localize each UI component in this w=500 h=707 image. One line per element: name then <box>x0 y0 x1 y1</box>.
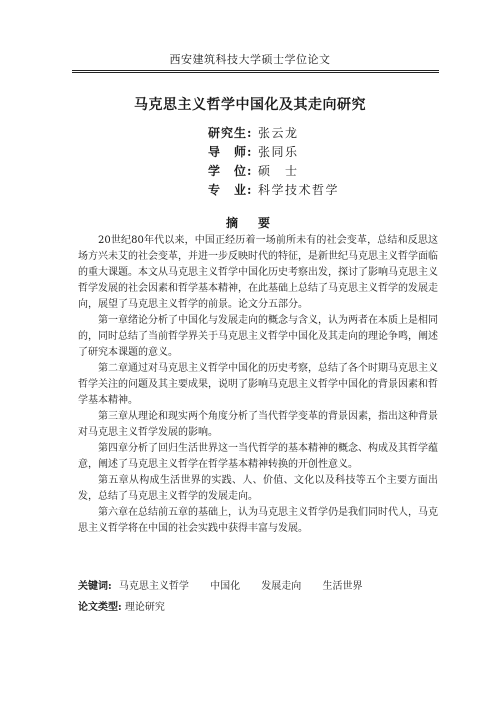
abstract-paragraph: 第三章从理论和现实两个角度分析了当代哲学变革的背景因素，指出这种背景对马克思主义哲学发展的影响。 <box>78 411 438 438</box>
degree-row <box>208 162 339 181</box>
keyword: 发展走向 <box>261 581 302 592</box>
major-value: 科学技术哲学 <box>258 183 340 197</box>
abstract-body <box>78 233 438 537</box>
header-rule <box>72 70 439 71</box>
abstract-paragraph: 第六章在总结前五章的基础上，认为马克思主义哲学仍是我们同时代人，马克思主义哲学将在中国的社会实践中获得丰富与发展。 <box>78 507 438 534</box>
advisor-value: 张同乐 <box>258 145 299 159</box>
abstract-paragraph: 第一章绪论分析了中国化与发展走向的概念与含义，认为两者在本质上是相同的，同时总结了当前哲学界关于马克思主义哲学中国化及其走向的理论争鸣，阐述了研究本课题的意义。 <box>78 315 438 358</box>
abstract-paragraph: 第二章通过对马克思主义哲学中国化的历史考察，总结了各个时期马克思主义哲学关注的问题及其主要成果，说明了影响马克思主义哲学中国化的背景因素和哲学基本精神。 <box>78 363 438 406</box>
keyword: 马克思主义哲学 <box>118 581 189 592</box>
author-info <box>208 124 339 200</box>
major-label: 专 业: <box>208 183 253 197</box>
keyword: 生活世界 <box>322 581 363 592</box>
major-row <box>208 181 339 200</box>
author-value: 张云龙 <box>258 126 299 140</box>
advisor-row <box>208 143 339 162</box>
abstract-paragraph: 第五章从构成生活世界的实践、人、价值、文化以及科技等五个主要方面出发，总结了马克思主义哲学的发展走向。 <box>78 475 438 502</box>
keywords-line <box>78 577 376 592</box>
header-rule-double <box>72 72 439 73</box>
paper-type-label: 论文类型: <box>78 602 122 613</box>
abstract-paragraph: 第四章分析了回归生活世界这一当代哲学的基本精神的概念、构成及其哲学蕴意，阐述了马克思主义哲学在哲学基本精神转换的开创性意义。 <box>78 443 438 470</box>
degree-value: 硕 士 <box>258 164 299 178</box>
keywords-label: 关键词: <box>78 581 112 592</box>
author-label: 研究生: <box>208 126 253 140</box>
abstract-paragraph: 20世纪80年代以来，中国正经历着一场前所未有的社会变革，总结和反思这场方兴未艾的社会变革，并进一步反映时代的特征，是新世纪马克思主义哲学面临的重大课题。本文从马克思主义哲学中国化历史考察出发，探讨了影响马克思主义哲学发展的社会因素和哲学基本精神，在此基础上总结了马克思主义哲学的发展走向，展望了马克思主义哲学的前景。论文分五部分。 <box>78 235 438 310</box>
running-header: 西安建筑科技大学硕士学位论文 <box>169 53 331 66</box>
advisor-label: 导 师: <box>208 145 253 159</box>
paper-type-value: 理论研究 <box>124 602 165 613</box>
abstract-heading: 摘 要 <box>225 216 274 230</box>
degree-label: 学 位: <box>208 164 253 178</box>
thesis-title: 马克思主义哲学中国化及其走向研究 <box>134 97 366 113</box>
paper-type-line <box>78 598 165 613</box>
keyword: 中国化 <box>210 581 241 592</box>
author-row <box>208 124 339 143</box>
